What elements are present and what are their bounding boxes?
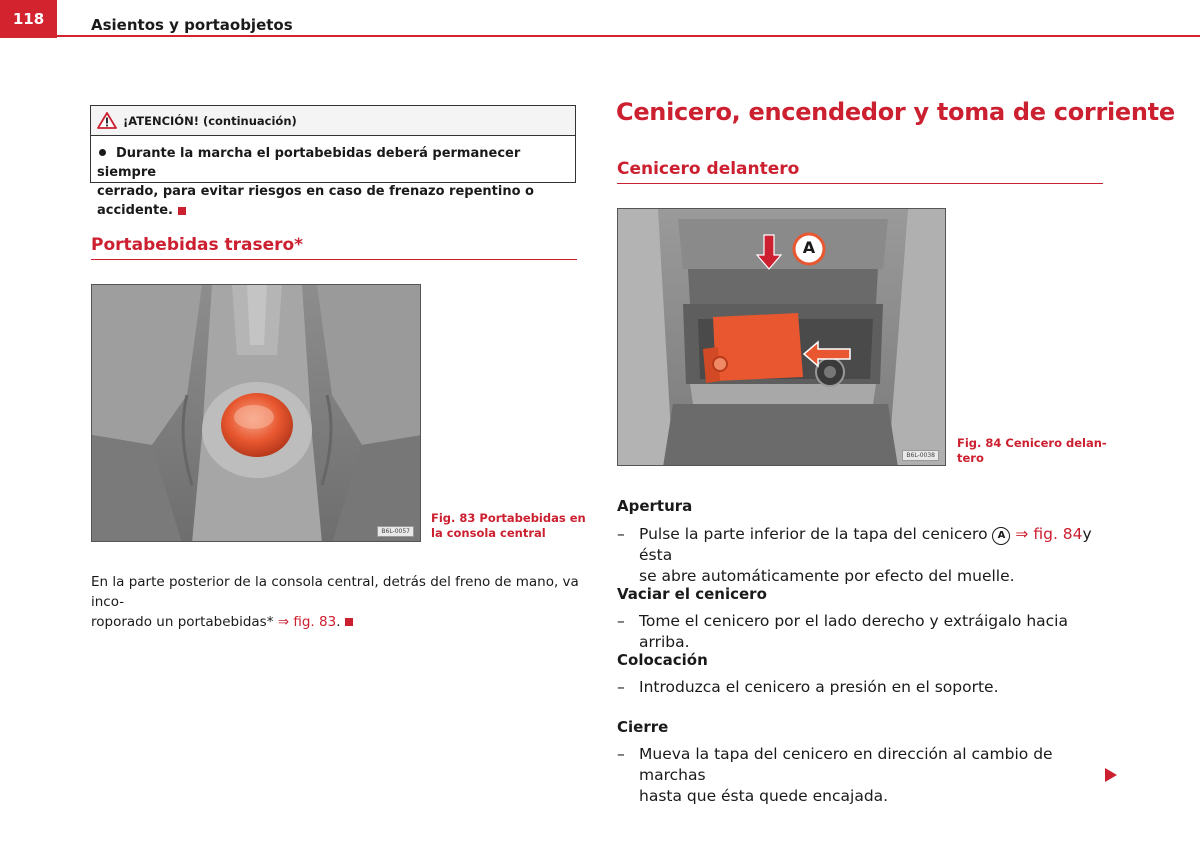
figure-code: B6L-0057 bbox=[377, 526, 414, 537]
warning-title: ¡ATENCIÓN! (continuación) bbox=[123, 113, 297, 128]
dash-marker: – bbox=[617, 745, 625, 763]
figure-84-caption bbox=[957, 436, 1107, 466]
figure-84-image bbox=[617, 208, 946, 466]
step-line: hasta que ésta quede encajada. bbox=[639, 787, 889, 805]
warning-text-line2: cerrado, para evitar riesgos en caso de frenazo repentino o accidente. bbox=[97, 184, 534, 218]
step-vaciar bbox=[617, 611, 1107, 653]
step-colocacion bbox=[617, 677, 1107, 698]
step-line: se abre automáticamente por efecto del muelle. bbox=[639, 567, 1015, 585]
caption-line: la consola central bbox=[431, 526, 546, 540]
warning-body bbox=[91, 136, 575, 220]
caption-line: tero bbox=[957, 451, 984, 465]
figure-83-image bbox=[91, 284, 421, 542]
caption-line: Fig. 84 Cenicero delan- bbox=[957, 436, 1107, 450]
page-number: 118 bbox=[0, 0, 57, 38]
end-of-section-icon bbox=[178, 207, 186, 215]
section-heading-portabebidas: Portabebidas trasero* bbox=[91, 235, 304, 255]
dash-marker: – bbox=[617, 525, 625, 543]
warning-text-line1: Durante la marcha el portabebidas deberá permanecer siempre bbox=[97, 146, 521, 180]
step-apertura bbox=[617, 524, 1107, 587]
step-text-fragment: y ésta bbox=[639, 525, 1092, 564]
subheading-cierre: Cierre bbox=[617, 718, 669, 736]
chapter-title: Asientos y portaobjetos bbox=[91, 16, 293, 34]
subheading-vaciar: Vaciar el cenicero bbox=[617, 585, 767, 603]
body-line bbox=[91, 612, 581, 632]
subheading-colocacion: Colocación bbox=[617, 651, 708, 669]
figure-label-a: A bbox=[802, 238, 816, 257]
step-line: Tome el cenicero por el lado derecho y extráigalo hacia arriba. bbox=[639, 612, 1068, 651]
step-line: Introduzca el cenicero a presión en el soporte. bbox=[639, 678, 999, 696]
body-line: En la parte posterior de la consola central, detrás del freno de mano, va inco- bbox=[91, 574, 579, 610]
end-of-section-icon bbox=[345, 618, 353, 626]
step-line bbox=[639, 524, 1107, 566]
figure-reference-link[interactable]: ⇒ fig. 83 bbox=[277, 614, 337, 630]
dash-marker: – bbox=[617, 678, 625, 696]
step-line: Mueva la tapa del cenicero en dirección al cambio de marchas bbox=[639, 745, 1053, 784]
step-cierre bbox=[617, 744, 1107, 807]
next-page-arrow-icon[interactable] bbox=[1104, 768, 1117, 782]
ashtray-illustration bbox=[618, 209, 946, 466]
bullet-icon bbox=[99, 149, 106, 156]
step-text-fragment: Pulse la parte inferior de la tapa del cenicero bbox=[639, 525, 993, 543]
caption-line: Fig. 83 Portabebidas en bbox=[431, 511, 586, 525]
portabebidas-body-text bbox=[91, 572, 581, 632]
cupholder-illustration bbox=[92, 285, 421, 542]
dash-marker: – bbox=[617, 612, 625, 630]
section-rule bbox=[617, 183, 1103, 184]
figure-code: B6L-0038 bbox=[902, 450, 939, 461]
page-section-title: Cenicero, encendedor y toma de corriente bbox=[616, 98, 1175, 126]
subheading-apertura: Apertura bbox=[617, 497, 693, 515]
body-text-fragment: roporado un portabebidas* bbox=[91, 614, 278, 630]
label-a-badge: A bbox=[992, 527, 1010, 545]
body-text-fragment: . bbox=[336, 614, 341, 630]
warning-box bbox=[90, 105, 576, 218]
section-rule bbox=[91, 259, 577, 260]
warning-triangle-icon bbox=[97, 112, 117, 129]
warning-header bbox=[91, 106, 575, 136]
section-heading-cenicero: Cenicero delantero bbox=[617, 159, 800, 179]
figure-83-caption bbox=[431, 511, 586, 541]
header-rule bbox=[57, 35, 1200, 37]
figure-reference-link[interactable]: ⇒ fig. 84 bbox=[1015, 525, 1083, 543]
